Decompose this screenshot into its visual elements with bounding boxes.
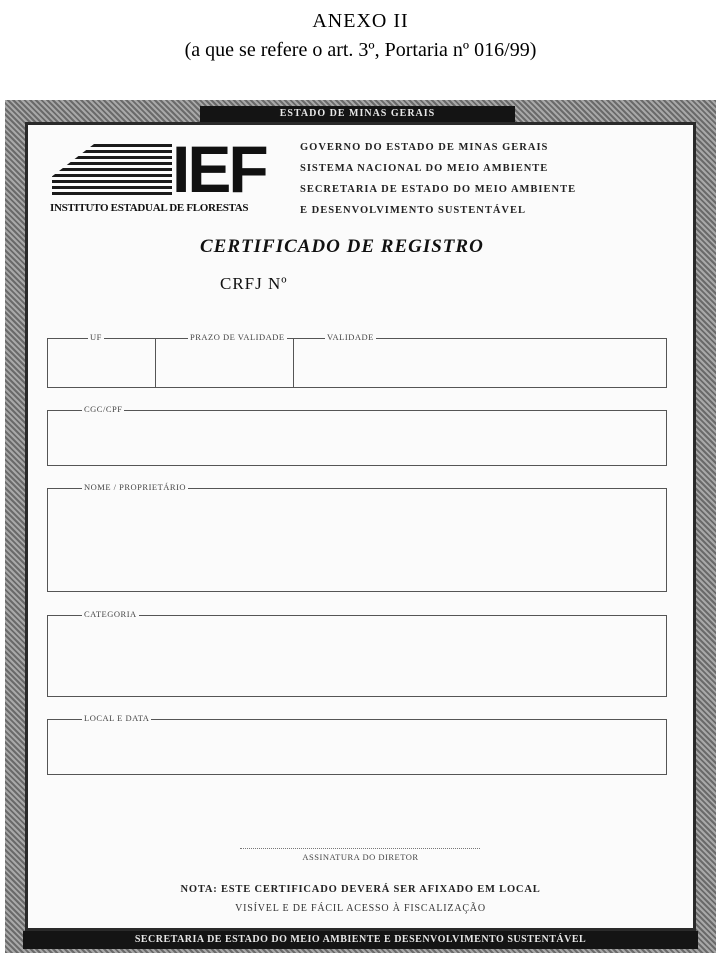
top-band: ESTADO DE MINAS GERAIS (200, 106, 515, 122)
field-place-date-box (47, 719, 667, 775)
field-uf-validity-box (47, 338, 667, 388)
field-name-box (47, 488, 667, 592)
government-line: E DESENVOLVIMENTO SUSTENTÁVEL (300, 205, 527, 216)
annex-title: ANEXO II (312, 10, 409, 32)
field-label-term: PRAZO DE VALIDADE (190, 332, 285, 342)
note-line: VISÍVEL E DE FÁCIL ACESSO À FISCALIZAÇÃO (235, 903, 486, 914)
field-label-cgc-cpf: CGC/CPF (84, 404, 123, 414)
logo-institution-name: INSTITUTO ESTADUAL DE FLORESTAS (50, 202, 249, 214)
crf-number-label: CRFJ Nº (220, 274, 288, 293)
field-cgc-cpf-box (47, 410, 667, 466)
government-line: GOVERNO DO ESTADO DE MINAS GERAIS (300, 142, 549, 153)
certificate-title: CERTIFICADO DE REGISTRO (200, 236, 484, 257)
government-line: SISTEMA NACIONAL DO MEIO AMBIENTE (300, 163, 549, 174)
field-label-place-date: LOCAL E DATA (84, 713, 150, 723)
field-divider (155, 338, 156, 388)
bottom-band: SECRETARIA DE ESTADO DO MEIO AMBIENTE E DESENVOLVIMENTO SUSTENTÁVEL (23, 931, 698, 949)
field-category-box (47, 615, 667, 697)
field-divider (293, 338, 294, 388)
field-label-category: CATEGORIA (84, 609, 137, 619)
logo-stripes-graphic (52, 144, 172, 198)
note-line: NOTA: ESTE CERTIFICADO DEVERÁ SER AFIXADO EM LOCAL (180, 884, 541, 895)
ief-logo (50, 132, 290, 222)
field-label-validity: VALIDADE (327, 332, 374, 342)
government-line: SECRETARIA DE ESTADO DO MEIO AMBIENTE (300, 184, 577, 195)
signature-label: ASSINATURA DO DIRETOR (302, 852, 419, 862)
field-label-uf: UF (90, 332, 102, 342)
signature-line (240, 848, 480, 849)
field-label-name: NOME / PROPRIETÁRIO (84, 482, 187, 492)
logo-mark: IEF (172, 132, 266, 206)
annex-subtitle: (a que se refere o art. 3º, Portaria nº 016/99) (184, 39, 537, 61)
